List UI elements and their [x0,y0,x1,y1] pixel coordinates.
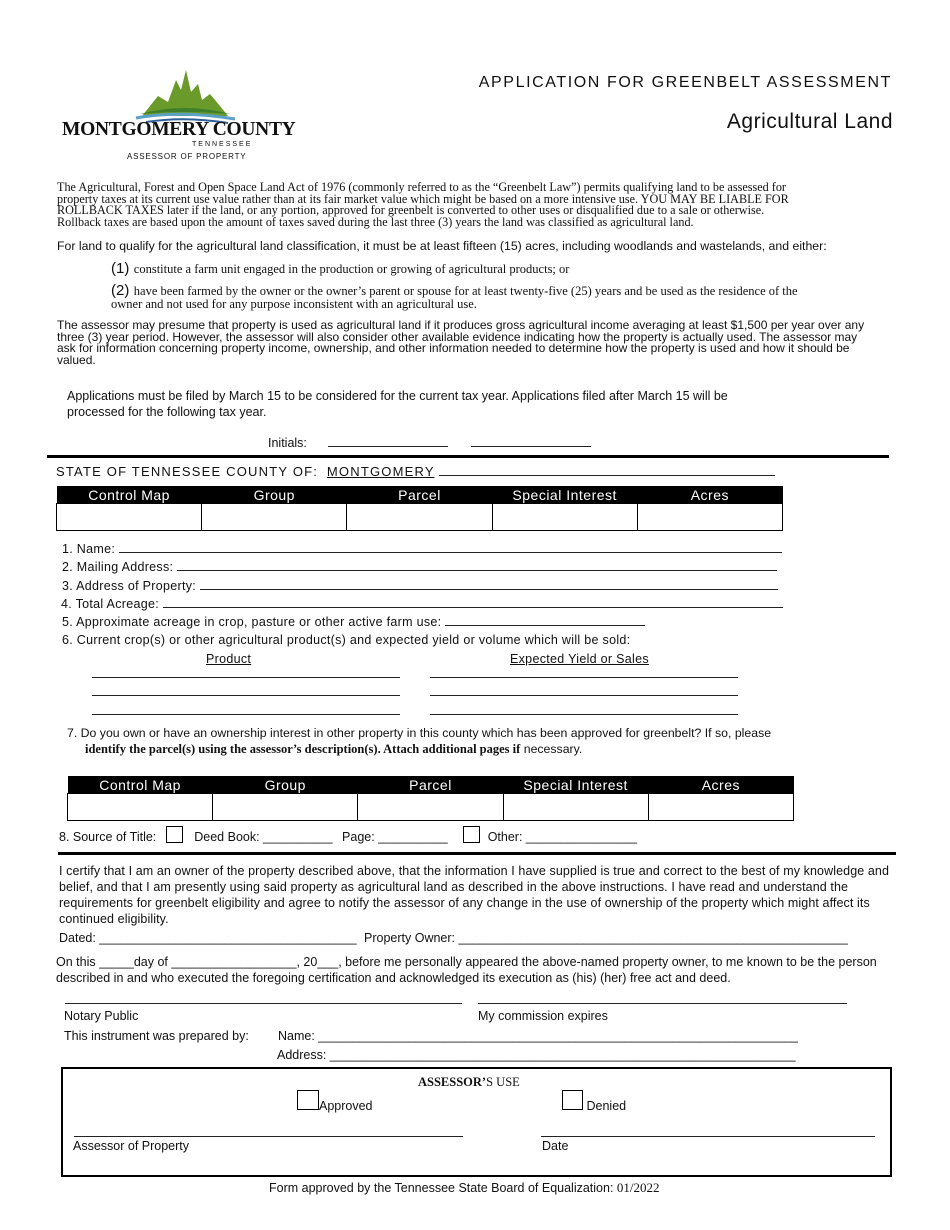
parcel-acres-cell[interactable] [637,504,782,531]
yield-column-header: Expected Yield or Sales [510,652,649,666]
q7-line2-end: necessary. [523,742,583,756]
q8-source-of-title-label: 8. Source of Title: [59,829,157,844]
certification-line1: I certify that I am an owner of the property described above, that the information I have supplied is true and correct to the best of my knowledge and [59,864,890,878]
q4-total-acreage-label: 4. Total Acreage: [61,596,159,611]
county-value[interactable]: MONTGOMERY [326,464,435,479]
yield-line-2[interactable] [430,695,738,696]
q3-property-address-field[interactable] [200,577,778,590]
intro-p3-line1: The assessor may presume that property is used as agricultural land if it produces gross agricultural income averaging at least $1,500 per year over any [57,318,865,332]
parcel-header-control-map: Control Map [57,486,202,504]
logo-state: TENNESSEE [192,141,253,148]
certification-line2: belief, and that I am presently using said property as agricultural land as described in the above instructions. I have read and understand the [59,880,849,894]
q3-property-address-label: 3. Address of Property: [62,578,197,593]
other-parcel-header-acres: Acres [648,776,793,794]
intro-p1-line1: The Agricultural, Forest and Open Space Land Act of 1976 (commonly referred to as the “Greenbelt Law”) permits qualifying land to be assessed for [57,180,786,194]
deed-book-checkbox[interactable] [166,826,183,843]
other-parcel-table [67,776,794,821]
section-divider-top [47,455,889,458]
yield-line-3[interactable] [430,714,738,715]
intro-p3-line2: three (3) year period. However, the assessor will also consider other available evidence indicating how the property is actually used. The assessor may [57,329,858,344]
logo-office: ASSESSOR OF PROPERTY [127,152,247,161]
intro-p2: For land to qualify for the agricultural land classification, it must be at least fifteen (15) acres, including woodlands and wastelands, and either: [57,239,827,253]
q2-mailing-address-label: 2. Mailing Address: [62,560,174,575]
other-field[interactable]: Other: ________________ [487,829,638,844]
criterion-2-line2: owner and not used for any purpose inconsistent with an agricultural use. [111,297,477,311]
notary-signature-line[interactable] [65,1003,462,1004]
other-parcel-group-cell[interactable] [213,794,358,821]
parcel-header-group: Group [202,486,347,504]
other-parcel-header-special-interest: Special Interest [503,776,648,794]
intro-p1-line4: Rollback taxes are based upon the amount of taxes saved during the last three (3) years the land was classified as agricultural land. [57,214,694,229]
commission-expires-label: My commission expires [478,1009,608,1023]
county-field-line [439,465,775,476]
other-parcel-header-group: Group [213,776,358,794]
property-owner-field[interactable]: Property Owner: ________________________________________________________ [364,931,848,945]
deadline-line2: processed for the following tax year. [67,405,267,419]
commission-expires-line[interactable] [478,1003,847,1004]
criterion-1-text: constitute a farm unit engaged in the production or growing of agricultural products; or [133,262,570,276]
approved-checkbox[interactable] [297,1090,319,1110]
intro-p1-line2: property taxes at its current use value rather than at its fair market value which might be based on a more intensive use. YOU MAY BE LIABLE FOR [57,191,789,206]
product-column-header: Product [206,652,252,666]
q1-name-field[interactable] [119,540,782,553]
logo-county-name: MONTGOMERY COUNTY [62,119,296,140]
product-line-3[interactable] [92,714,400,715]
criterion-1-number: (1) [111,260,130,277]
section-divider-bottom [58,852,896,855]
prepared-by-label: This instrument was prepared by: [64,1029,249,1043]
intro-p3-line4: valued. [57,352,96,367]
yield-line-1[interactable] [430,677,738,678]
q2-mailing-address-field[interactable] [177,558,777,571]
other-parcel-acres-cell[interactable] [648,794,793,821]
page-field[interactable]: Page: __________ [342,829,448,844]
notary-statement-line2: described in and who executed the foregoing certification and acknowledged its execution as (his) (her) free act and deed. [56,971,731,985]
denied-label: Denied [586,1099,627,1114]
other-parcel-special-interest-cell[interactable] [503,794,648,821]
deadline-line1: Applications must be filed by March 15 to be considered for the current tax year. Applications filed after March 15 will be [67,389,728,403]
assessor-use-title-rest: S USE [486,1075,520,1089]
other-parcel-header-control-map: Control Map [68,776,213,794]
denied-checkbox[interactable] [562,1090,583,1110]
form-title: APPLICATION FOR GREENBELT ASSESSMENT [478,74,892,91]
product-line-1[interactable] [92,677,400,678]
intro-p3-line3: ask for information concerning property income, ownership, and other information needed to determine how the property is used and how it should be [57,341,850,355]
footer-text: Form approved by the Tennessee State Board of Equalization: [269,1181,614,1195]
county-logo [60,66,305,162]
initials-field-2[interactable] [471,446,591,447]
intro-p1-line3: ROLLBACK TAXES later if the land, or any portion, approved for greenbelt is converted to other uses or disqualified due to a sale or otherwise. [57,203,765,217]
assessor-use-title-bold: ASSESSOR’ [418,1075,487,1089]
approved-label: Approved [319,1099,373,1114]
q5-farm-acreage-field[interactable] [445,613,645,626]
parcel-header-acres: Acres [637,486,782,504]
deed-book-field[interactable]: Deed Book: __________ [194,829,333,844]
parcel-parcel-cell[interactable] [347,504,492,531]
parcel-table [56,486,783,531]
parcel-control-map-cell[interactable] [57,504,202,531]
other-checkbox[interactable] [463,826,480,843]
assessor-signature-line[interactable] [74,1136,463,1137]
prepared-by-name-field[interactable]: Name: _____________________________________________________________________ [278,1029,798,1043]
parcel-special-interest-cell[interactable] [492,504,637,531]
q1-name-label: 1. Name: [62,542,116,556]
q4-total-acreage-field[interactable] [163,595,783,608]
certification-line3: requirements for greenbelt eligibility and agree to notify the assessor of any change in the use of ownership of the property which might affect its [59,896,870,910]
q7-line1: 7. Do you own or have an ownership interest in other property in this county which has been approved for greenbelt? If so, please [67,726,772,740]
assessor-date-label: Date [542,1139,569,1153]
q6-crops-label: 6. Current crop(s) or other agricultural product(s) and expected yield or volume which will be sold: [62,633,631,648]
parcel-header-parcel: Parcel [347,486,492,504]
state-county-label: STATE OF TENNESSEE COUNTY OF: [56,464,319,479]
notary-statement-line1: On this _____day of __________________, 20___, before me personally appeared the above-named property owner, to me known to be the person [56,955,877,969]
prepared-by-address-field[interactable]: Address: ___________________________________________________________________ [277,1048,796,1062]
assessor-date-line[interactable] [541,1136,875,1137]
form-version: 01/2022 [616,1180,660,1195]
other-parcel-header-parcel: Parcel [358,776,503,794]
other-parcel-parcel-cell[interactable] [358,794,503,821]
county-logo-icon [60,66,305,126]
other-parcel-control-map-cell[interactable] [68,794,213,821]
parcel-group-cell[interactable] [202,504,347,531]
q7-line2-bold: identify the parcel(s) using the assessor’s description(s). Attach additional pages if [85,742,521,756]
initials-label: Initials: [268,436,307,450]
criterion-2-number: (2) [111,282,130,299]
assessor-of-property-label: Assessor of Property [73,1139,190,1153]
criterion-2-line1: have been farmed by the owner or the owner’s parent or spouse for at least twenty-five (25) years and be used as the residence of the [133,284,798,298]
form-subtitle: Agricultural Land [726,110,893,133]
certification-line4: continued eligibility. [59,912,169,926]
dated-field[interactable]: Dated: _____________________________________ [59,931,357,945]
initials-field-1[interactable] [328,446,448,447]
product-line-2[interactable] [92,695,400,696]
q5-farm-acreage-label: 5. Approximate acreage in crop, pasture or other active farm use: [62,615,442,630]
notary-public-label: Notary Public [64,1009,139,1023]
parcel-header-special-interest: Special Interest [492,486,637,504]
